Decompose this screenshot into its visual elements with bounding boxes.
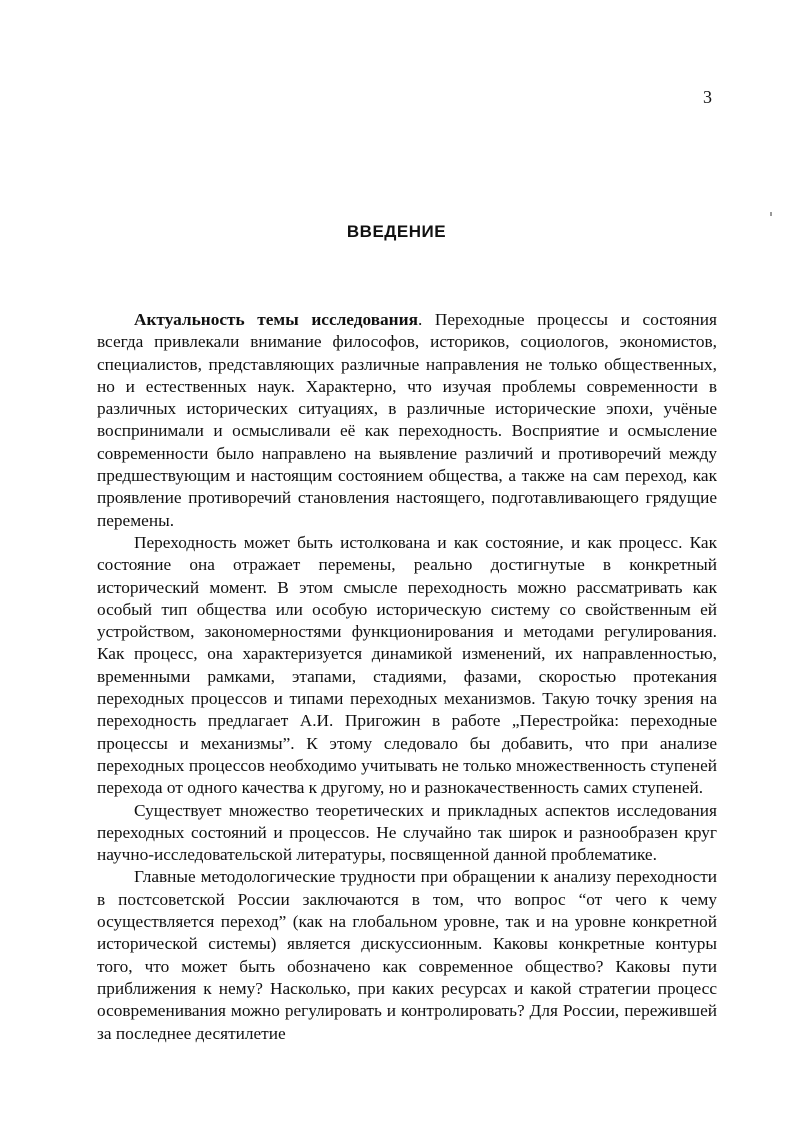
section-heading: ВВЕДЕНИЕ (346, 222, 447, 241)
scan-speck (770, 212, 772, 216)
paragraph: Главные методологические трудности при обращении к анализу переходности в постсоветской России заключаются в том, что вопрос “от чего к чему осуществляется переход” (как на глобальном уровне, так и на уровне конкретной исторической системы) является дискуссионным. Каковы конкретные контуры того, что может быть обозначено как современное общество? Каковы пути приближения к нему? Насколько, при каких ресурсах и какой стратегии процесс осовременивания можно регулировать и контролировать? Для России, пережившей за последнее десятилетие (97, 867, 717, 1043)
body-text (97, 309, 717, 1045)
paragraph (97, 309, 717, 532)
paragraph: Существует множество теоретических и прикладных аспектов исследования переходных состояний и процессов. Не случайно так широк и разнообразен круг научно-исследовательской литературы, посвященной данной проблематике. (97, 800, 717, 865)
paragraph-lead: Актуальность темы исследования (134, 310, 418, 329)
paragraph-text: . Переходные процессы и состояния всегда привлекали внимание философов, историков, социологов, экономистов, специалистов, представляющих различные направления не только общественных, но и естественных наук. Характерно, что изучая проблемы современности в различных исторических ситуациях, в различные исторические эпохи, учёные воспринимали и осмысливали её как переходность. Восприятие и осмысление современности было направлено на выявление различий и противоречий между предшествующим и настоящим состоянием общества, а также на сам переход, как проявление противоречий становления настоящего, подготавливающего грядущие перемены. (97, 310, 717, 530)
page-number: 3 (703, 87, 712, 107)
paragraph: Переходность может быть истолкована и как состояние, и как процесс. Как состояние она отражает перемены, реально достигнутые в конкретный исторический момент. В этом смысле переходность можно рассматривать как особый тип общества или особую историческую систему со свойственным ей устройством, закономерностями функционирования и методами регулирования. Как процесс, она характеризуется динамикой изменений, их направленностью, временными рамками, этапами, стадиями, фазами, скоростью протекания переходных процессов и типами переходных механизмов. Такую точку зрения на переходность предлагает А.И. Пригожин в работе „Перестройка: переходные процессы и механизмы”. К этому следовало бы добавить, что при анализе переходных процессов необходимо учитывать не только множественность ступеней перехода от одного качества к другому, но и разнокачественность самих ступеней. (97, 532, 717, 798)
